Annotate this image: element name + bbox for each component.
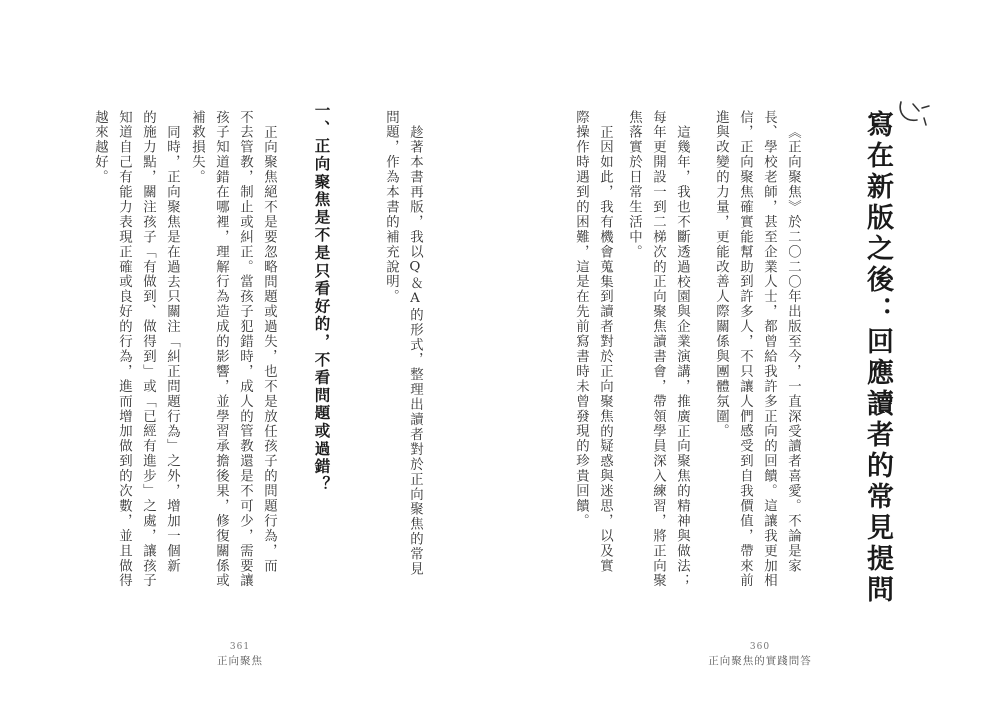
sunburst-ornament-icon [895, 98, 935, 132]
page-footer [690, 641, 830, 667]
text-line: 正因如此，我有機會蒐集到讀者對於正向聚焦的疑惑與迷思，以及實 [597, 125, 613, 574]
text-line: 《正向聚焦》於二〇二〇年出版至今，一直深受讀者喜愛。不論是家 [785, 125, 801, 574]
text-line: 的施力點，關注孩子「有做到、做得到」或「已經有進步」之處，讓孩子 [140, 110, 156, 589]
running-head: 正向聚焦的實踐問答 [708, 655, 812, 667]
text-line: 趁著本書再版，我以Q＆A的形式，整理出讀者對於正向聚焦的常見 [407, 125, 423, 577]
page-number: 361 [229, 642, 251, 652]
page-footer [170, 641, 310, 667]
text-line: 孩子知道錯在哪裡，理解行為造成的影響，並學習承擔後果，修復關係或 [213, 110, 229, 589]
text-line: 際操作時遇到的困難，這是在先前寫書時未曾發現的珍貴回饋。 [573, 110, 589, 529]
running-head: 正向聚焦 [217, 655, 263, 667]
text-line: 正向聚焦絕不是要忽略問題或過失，也不是放任孩子的問題行為，而 [261, 125, 277, 574]
chapter-title: 寫在新版之後：回應讀者的常見提問 [862, 110, 893, 606]
text-line: 進與改變的力量，更能改善人際關係與團體氛圍。 [713, 110, 729, 439]
right-page [500, 0, 1000, 709]
text-line: 長、學校老師，甚至企業人士，都曾給我許多正向的回饋。這讓我更加相 [761, 110, 777, 589]
text-line: 每年更開設一到二梯次的正向聚焦讀書會，帶領學員深入練習，將正向聚 [650, 110, 666, 589]
text-line: 同時，正向聚焦是在過去只關注「糾正問題行為」之外，增加一個新 [164, 125, 180, 574]
text-line: 不去管教，制止或糾正。當孩子犯錯時，成人的管教還是不可少，需要讓 [237, 110, 253, 589]
text-line: 越來越好。 [92, 110, 108, 185]
text-line: 焦落實於日常生活中。 [626, 110, 642, 260]
text-line: 知道自己有能力表現正確或良好的行為，進而增加做到的次數，並且做得 [116, 110, 132, 589]
text-line: 信，正向聚焦確實能幫助到許多人，不只讓人們感受到自我價值，帶來前 [737, 110, 753, 589]
page-number: 360 [749, 642, 771, 652]
text-line: 問題，作為本書的補充說明。 [383, 110, 399, 305]
section-heading: 一、正向聚焦是不是只看好的，不看問題或過錯？ [312, 102, 331, 494]
text-line: 補救損失。 [189, 110, 205, 185]
text-line: 這幾年，我也不斷透過校園與企業演講，推廣正向聚焦的精神與做法； [674, 125, 690, 589]
